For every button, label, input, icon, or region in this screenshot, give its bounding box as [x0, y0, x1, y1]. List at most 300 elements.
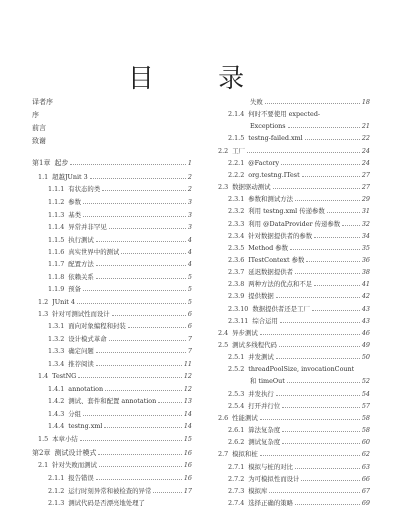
toc-entry-number: 1.1.6: [48, 248, 65, 256]
toc-entry-title: 测试复杂度: [248, 438, 281, 447]
toc-dot-leader: [96, 352, 186, 353]
toc-entry-page: 27: [361, 183, 370, 192]
toc-dot-leader: [260, 334, 360, 335]
toc-entry-page: 67: [361, 486, 370, 495]
toc-entry-page: 14: [183, 410, 192, 418]
toc-entry-page: 54: [361, 389, 370, 398]
toc-dot-leader: [273, 188, 360, 189]
toc-entry-number: 1.1.4: [48, 223, 65, 231]
toc-entry-page: 41: [361, 280, 370, 289]
toc-entry: [212, 303, 370, 315]
toc-entry: [32, 459, 192, 471]
toc-entry: [212, 278, 370, 290]
toc-entry-number: 2.3.1: [228, 195, 245, 204]
toc-entry-number: 2.1.5: [228, 134, 245, 143]
toc-entry-title: 测试设计模式: [54, 449, 97, 457]
toc-entry-page: 58: [361, 426, 370, 435]
toc-entry-title: 数据提供者还是工厂: [252, 304, 310, 313]
toc-dot-leader: [83, 216, 186, 217]
toc-dot-leader: [282, 431, 360, 432]
toc-entry-number: 1.3.2: [48, 335, 65, 343]
toc-entry-page: 36: [361, 255, 370, 264]
toc-entry-page: 3: [187, 198, 192, 206]
toc-entry-page: 16: [183, 449, 192, 457]
toc-entry-title: TestNG: [52, 372, 77, 380]
toc-entry-page: 52: [361, 377, 370, 386]
toc-entry: [212, 96, 370, 108]
toc-entry-number: 2.6.2: [228, 438, 245, 447]
toc-entry-title: 推荐阅读: [68, 360, 94, 368]
toc-entry-number: 2.5.1: [228, 353, 245, 362]
toc-entry-number: 1.1.7: [48, 260, 65, 268]
toc-entry-page: 49: [361, 341, 370, 349]
toc-entry-page: 12: [183, 385, 192, 393]
toc-entry-title: 真实世界中的测试: [68, 248, 120, 256]
toc-entry-page: 4: [187, 248, 192, 256]
toc-dot-leader: [290, 249, 360, 250]
toc-dot-leader: [247, 152, 360, 153]
toc-entry-page: 66: [361, 474, 370, 483]
toc-entry: [32, 271, 192, 283]
toc-entry-title: 异常并非罕见: [68, 223, 107, 231]
toc-entry: [212, 375, 370, 387]
toc-dot-leader: [109, 340, 186, 341]
toc-entry-page: 13: [183, 397, 192, 405]
toc-entry-title: 测试多线程代码: [232, 341, 277, 349]
toc-entry-number: 2.5: [218, 341, 229, 349]
toc-dot-leader: [158, 402, 182, 403]
toc-dot-leader: [80, 440, 182, 441]
toc-entry: [212, 193, 370, 205]
toc-dot-leader: [121, 253, 186, 254]
toc-entry: [32, 358, 192, 370]
toc-entry-title: 本章小结: [52, 435, 78, 443]
toc-entry-page: 63: [361, 462, 370, 471]
toc-entry-title: 参数和测试方法: [248, 195, 293, 204]
toc-entry-page: 14: [183, 422, 192, 430]
toc-dot-leader: [104, 427, 181, 428]
toc-entry-number: 2.6: [218, 413, 229, 422]
toc-entry: [212, 497, 370, 509]
toc-entry-title: 何时不要使用 expected-: [248, 110, 321, 119]
toc-entry-page: 2: [187, 185, 192, 193]
toc-entry-page: 18: [361, 98, 370, 106]
toc-entry-page: 6: [187, 322, 192, 330]
toc-entry: [32, 395, 192, 407]
toc-entry-title: 致谢: [32, 137, 46, 145]
toc-entry-number: 1.3.4: [48, 360, 65, 368]
toc-entry-page: 11: [183, 360, 192, 368]
toc-entry-number: 1.4.3: [48, 410, 65, 418]
toc-entry-number: 2.1: [38, 461, 49, 469]
toc-dot-leader: [306, 261, 359, 262]
toc-entry-page: 31: [361, 207, 370, 216]
toc-entry-title: 提供数据: [248, 292, 274, 301]
toc-dot-leader: [295, 200, 360, 201]
toc-entry-number: 1.4.4: [48, 422, 65, 430]
toc-entry: [212, 120, 370, 132]
page-title: 目 录: [127, 64, 273, 94]
toc-entry-page: 4: [187, 236, 192, 244]
toc-entry-number: 2.3.5: [228, 243, 245, 252]
toc-entry: [32, 420, 192, 432]
toc-dot-leader: [279, 346, 360, 347]
toc-entry-number: 1.3.3: [48, 347, 65, 355]
toc-entry-page: 29: [361, 195, 370, 204]
toc-entry-number: 2.3: [218, 183, 229, 192]
toc-entry-number: 1.5: [38, 435, 49, 443]
toc-entry-title: org.testng.ITest: [248, 170, 300, 179]
toc-entry: [212, 363, 370, 375]
toc-entry-title: 利用 @DataProvider 传递参数: [248, 219, 341, 228]
toc-entry-page: 12: [183, 372, 192, 380]
toc-entry: [212, 400, 370, 412]
toc-entry-title: 有状态的类: [68, 185, 101, 193]
toc-entry: [32, 246, 192, 258]
toc-entry-number: 2.3.2: [228, 207, 245, 216]
toc-entry-page: 2: [187, 173, 192, 181]
toc-entry-page: 5: [187, 298, 192, 306]
toc-entry: [32, 383, 192, 395]
toc-entry: [212, 205, 370, 217]
toc-entry-title: 利用 testng.xml 传递参数: [248, 207, 325, 216]
toc-entry-page: 17: [183, 487, 192, 495]
toc-dot-leader: [96, 278, 186, 279]
toc-entry-title: 选择正确的策略: [248, 498, 293, 507]
toc-dot-leader: [295, 273, 360, 274]
toc-entry: [212, 266, 370, 278]
toc-entry-page: 15: [183, 435, 192, 443]
toc-entry: [32, 171, 192, 183]
toc-entry-page: 69: [361, 498, 370, 507]
toc-entry: [32, 320, 192, 332]
toc-entry: [32, 472, 192, 484]
toc-entry-title: 并发执行: [248, 389, 274, 398]
toc-entry-page: 62: [361, 450, 370, 459]
toc-dot-leader: [99, 466, 182, 467]
toc-entry-title: 超越JUnit 3: [52, 173, 88, 181]
toc-entry: [212, 315, 370, 327]
toc-entry-number: 2.2: [218, 146, 229, 155]
toc-dot-leader: [327, 212, 360, 213]
toc-entry-page: 35: [361, 243, 370, 252]
toc-entry-number: 2.5.2: [228, 365, 245, 374]
toc-entry-number: 1.3.1: [48, 322, 65, 330]
toc-dot-leader: [276, 395, 360, 396]
toc-entry-page: 24: [361, 146, 370, 155]
toc-entry-title: 算法复杂度: [248, 426, 281, 435]
toc-entry: [32, 283, 192, 295]
toc-entry-title: 依赖关系: [68, 273, 94, 281]
toc-entry: [32, 433, 192, 445]
toc-entry: [212, 181, 370, 193]
toc-entry-number: 1.4.1: [48, 385, 65, 393]
toc-entry-title: 和 timeOut: [250, 377, 285, 386]
toc-entry: [32, 447, 192, 459]
toc-dot-leader: [312, 310, 360, 311]
toc-entry-title: 延迟数据提供者: [248, 268, 293, 277]
toc-entry-number: 1.4.2: [48, 397, 65, 405]
toc-entry-number: 1.1.2: [48, 198, 65, 206]
toc-dot-leader: [96, 479, 182, 480]
toc-entry-page: 24: [361, 158, 370, 167]
toc-entry-number: 2.3.4: [228, 231, 245, 240]
toc-entry: [212, 412, 370, 424]
toc-entry-title: 两种方法的优点和不足: [248, 280, 313, 289]
toc-dot-leader: [260, 419, 360, 420]
toc-dot-leader: [265, 103, 360, 104]
toc-entry-title: 针对数据提供者的参数: [248, 231, 313, 240]
toc-dot-leader: [83, 203, 186, 204]
toc-dot-leader: [105, 390, 182, 391]
toc-dot-leader: [295, 468, 360, 469]
toc-dot-leader: [90, 178, 186, 179]
toc-dot-leader: [276, 358, 360, 359]
toc-entry-title: 配置方法: [68, 260, 94, 268]
toc-entry-number: 2.7.2: [228, 474, 245, 483]
toc-entry-title: annotation: [68, 385, 104, 393]
toc-entry-title: 参数: [68, 198, 82, 206]
toc-entry-title: 运行时刻异常和被检查的异常: [68, 487, 152, 495]
toc-entry-title: 预备: [68, 285, 82, 293]
toc-entry: [32, 109, 192, 121]
toc-entry-page: 42: [361, 292, 370, 301]
toc-entry-title: 失败: [250, 98, 263, 106]
toc-entry-title: 设计模式革命: [68, 335, 107, 343]
toc-entry-number: 1.1: [38, 173, 49, 181]
toc-entry-number: 2.3.9: [228, 292, 245, 301]
toc-entry-title: 序: [32, 111, 39, 119]
toc-dot-leader: [288, 127, 360, 128]
toc-entry-title: 报告错误: [68, 474, 94, 482]
toc-entry-number: 2.7.4: [228, 498, 245, 507]
toc-entry-number: 2.3.11: [228, 316, 249, 325]
toc-entry-number: 1.1.1: [48, 185, 65, 193]
toc-entry: [32, 408, 192, 420]
toc-entry-number: 2.7.1: [228, 462, 245, 471]
toc-entry-title: 测试代码是否漂亮地处理了: [68, 499, 145, 507]
toc-entry-number: 2.3.3: [228, 219, 245, 228]
toc-entry-title: 基类: [68, 211, 82, 219]
toc-entry: [32, 122, 192, 134]
toc-dot-leader: [314, 237, 360, 238]
toc-entry-number: 2.4: [218, 328, 229, 337]
toc-entry-number: 1.2: [38, 298, 49, 306]
toc-entry-title: 前言: [32, 124, 46, 132]
toc-entry-page: 50: [361, 353, 370, 362]
toc-entry-number: 1.4: [38, 372, 49, 380]
toc-entry: [32, 234, 192, 246]
toc-entry: [212, 145, 370, 157]
toc-entry: [32, 333, 192, 345]
toc-entry-title: 为可模拟性而设计: [248, 474, 300, 483]
toc-entry-number: 1.3: [38, 310, 49, 318]
toc-entry-page: 7: [187, 347, 192, 355]
toc-dot-leader: [282, 407, 360, 408]
toc-entry-page: 3: [187, 211, 192, 219]
toc-entry-page: 7: [187, 335, 192, 343]
toc-entry: [212, 485, 370, 497]
toc-entry-number: 2.5.3: [228, 389, 245, 398]
toc-entry-title: Method 参数: [248, 243, 289, 252]
toc-entry-page: 16: [183, 461, 192, 469]
toc-entry-number: 1.1.9: [48, 285, 65, 293]
toc-dot-leader: [98, 454, 181, 455]
toc-entry: [212, 242, 370, 254]
toc-entry-number: 第1章: [32, 159, 51, 167]
toc-entry-title: 针对可测试性而设计: [52, 310, 110, 318]
toc-entry: [212, 132, 370, 144]
toc-entry-title: JUnit 4: [52, 298, 75, 306]
toc-entry: [32, 183, 192, 195]
toc-dot-leader: [96, 365, 182, 366]
toc-entry-page: 58: [361, 413, 370, 422]
toc-entry-number: 1.1.8: [48, 273, 65, 281]
toc-entry-title: 数据驱动测试: [232, 183, 271, 192]
toc-dot-leader: [96, 241, 186, 242]
toc-entry-title: 测试、套件和配置 annotation: [68, 397, 157, 405]
toc-entry: [212, 424, 370, 436]
toc-entry: [212, 254, 370, 266]
toc-entry-title: 确定问题: [68, 347, 94, 355]
toc-entry-page: 43: [361, 316, 370, 325]
toc-entry-title: @Factory: [248, 158, 280, 167]
toc-entry-title: 面向对象编程和封装: [68, 322, 126, 330]
toc-entry-page: 46: [361, 328, 370, 337]
toc-entry: [32, 345, 192, 357]
toc-entry: [32, 96, 192, 108]
toc-dot-leader: [77, 303, 186, 304]
toc-dot-leader: [287, 382, 360, 383]
toc-entry-title: 工厂: [232, 146, 245, 155]
toc-entry-title: ITestContext 参数: [248, 255, 305, 264]
toc-entry: [212, 339, 370, 351]
toc-entry: [32, 135, 192, 147]
toc-entry: [32, 258, 192, 270]
toc-entry: [32, 209, 192, 221]
toc-entry: [212, 473, 370, 485]
toc-dot-leader: [301, 480, 359, 481]
toc-dot-leader: [96, 265, 186, 266]
toc-entry-number: 2.1.1: [48, 474, 65, 482]
toc-entry-page: 22: [361, 134, 370, 143]
toc-entry-title: 分组: [68, 410, 82, 418]
toc-entry-number: 2.2.2: [228, 170, 245, 179]
toc-entry: [32, 485, 192, 497]
toc-dot-leader: [282, 443, 360, 444]
toc-entry-page: 1: [187, 159, 192, 167]
toc-entry-number: 2.1.4: [228, 110, 245, 119]
toc-entry-page: 16: [183, 474, 192, 482]
toc-entry-page: 60: [361, 438, 370, 447]
toc-dot-leader: [109, 228, 186, 229]
toc-entry: [32, 497, 192, 509]
toc-entry-number: 2.3.7: [228, 268, 245, 277]
toc-entry-number: 2.3.6: [228, 255, 245, 264]
toc-entry: [212, 436, 370, 448]
toc-entry-page: 57: [361, 401, 370, 410]
toc-entry: [212, 108, 370, 120]
toc-entry-title: 模拟库: [248, 486, 268, 495]
toc-entry-title: 模拟与桩的对比: [248, 462, 293, 471]
toc-entry: [32, 196, 192, 208]
toc-dot-leader: [302, 176, 360, 177]
toc-entry: [212, 461, 370, 473]
toc-entry-title: 针对失败而测试: [52, 461, 97, 469]
toc-dot-leader: [102, 190, 186, 191]
toc-entry-page: 32: [361, 219, 370, 228]
toc-entry: [212, 169, 370, 181]
toc-dot-leader: [70, 164, 185, 165]
toc-dot-leader: [342, 225, 360, 226]
toc-entry: [212, 157, 370, 169]
toc-dot-leader: [295, 504, 360, 505]
toc-entry-title: testng.xml: [68, 422, 103, 430]
toc-entry-page: 27: [361, 170, 370, 179]
toc-entry-number: 2.7.3: [228, 486, 245, 495]
toc-entry: [32, 221, 192, 233]
toc-entry-number: 2.3.8: [228, 280, 245, 289]
toc-entry: [32, 308, 192, 320]
toc-entry: [212, 290, 370, 302]
toc-entry: [32, 370, 192, 382]
toc-entry-number: 2.1.3: [48, 499, 65, 507]
toc-dot-leader: [153, 492, 182, 493]
toc-entry-page: 3: [187, 223, 192, 231]
toc-entry: [32, 157, 192, 169]
toc-entry-title: Exceptions: [250, 122, 286, 131]
toc-dot-leader: [128, 327, 186, 328]
toc-entry-page: 34: [361, 231, 370, 240]
toc-entry-number: 2.2.1: [228, 158, 245, 167]
toc-dot-leader: [269, 492, 359, 493]
toc-dot-leader: [83, 290, 186, 291]
toc-entry-title: 执行测试: [68, 236, 94, 244]
toc-entry: [212, 448, 370, 460]
toc-entry-page: 5: [187, 285, 192, 293]
toc-dot-leader: [305, 139, 360, 140]
toc-entry-page: 6: [187, 310, 192, 318]
toc-entry-page: 4: [187, 260, 192, 268]
toc-entry-title: 译者序: [32, 98, 53, 106]
toc-entry: [212, 230, 370, 242]
toc-dot-leader: [78, 377, 182, 378]
toc-entry-number: 2.3.10: [228, 304, 249, 313]
toc-entry-number: 1.1.3: [48, 211, 65, 219]
toc-entry-number: 2.7: [218, 450, 229, 459]
toc-entry: [212, 388, 370, 400]
toc-entry-title: testng-failed.xml: [248, 134, 303, 143]
toc-dot-leader: [260, 455, 360, 456]
toc-entry-number: 第2章: [32, 449, 51, 457]
toc-dot-leader: [83, 415, 182, 416]
toc-entry-title: 异步测试: [232, 328, 258, 337]
toc-entry-page: 21: [361, 122, 370, 131]
toc-entry-title: 综合运用: [252, 316, 278, 325]
toc-entry: [212, 327, 370, 339]
toc-entry-page: 5: [187, 273, 192, 281]
toc-entry-page: 43: [361, 304, 370, 313]
toc-entry: [32, 296, 192, 308]
toc-entry-title: 并发测试: [248, 353, 274, 362]
toc-entry-title: 性能测试: [232, 413, 258, 422]
toc-entry-number: 2.1.2: [48, 487, 65, 495]
toc-entry-title: 模拟和桩: [232, 450, 258, 459]
toc-dot-leader: [112, 315, 186, 316]
toc-entry: [212, 351, 370, 363]
toc-dot-leader: [314, 285, 360, 286]
toc-dot-leader: [281, 164, 360, 165]
